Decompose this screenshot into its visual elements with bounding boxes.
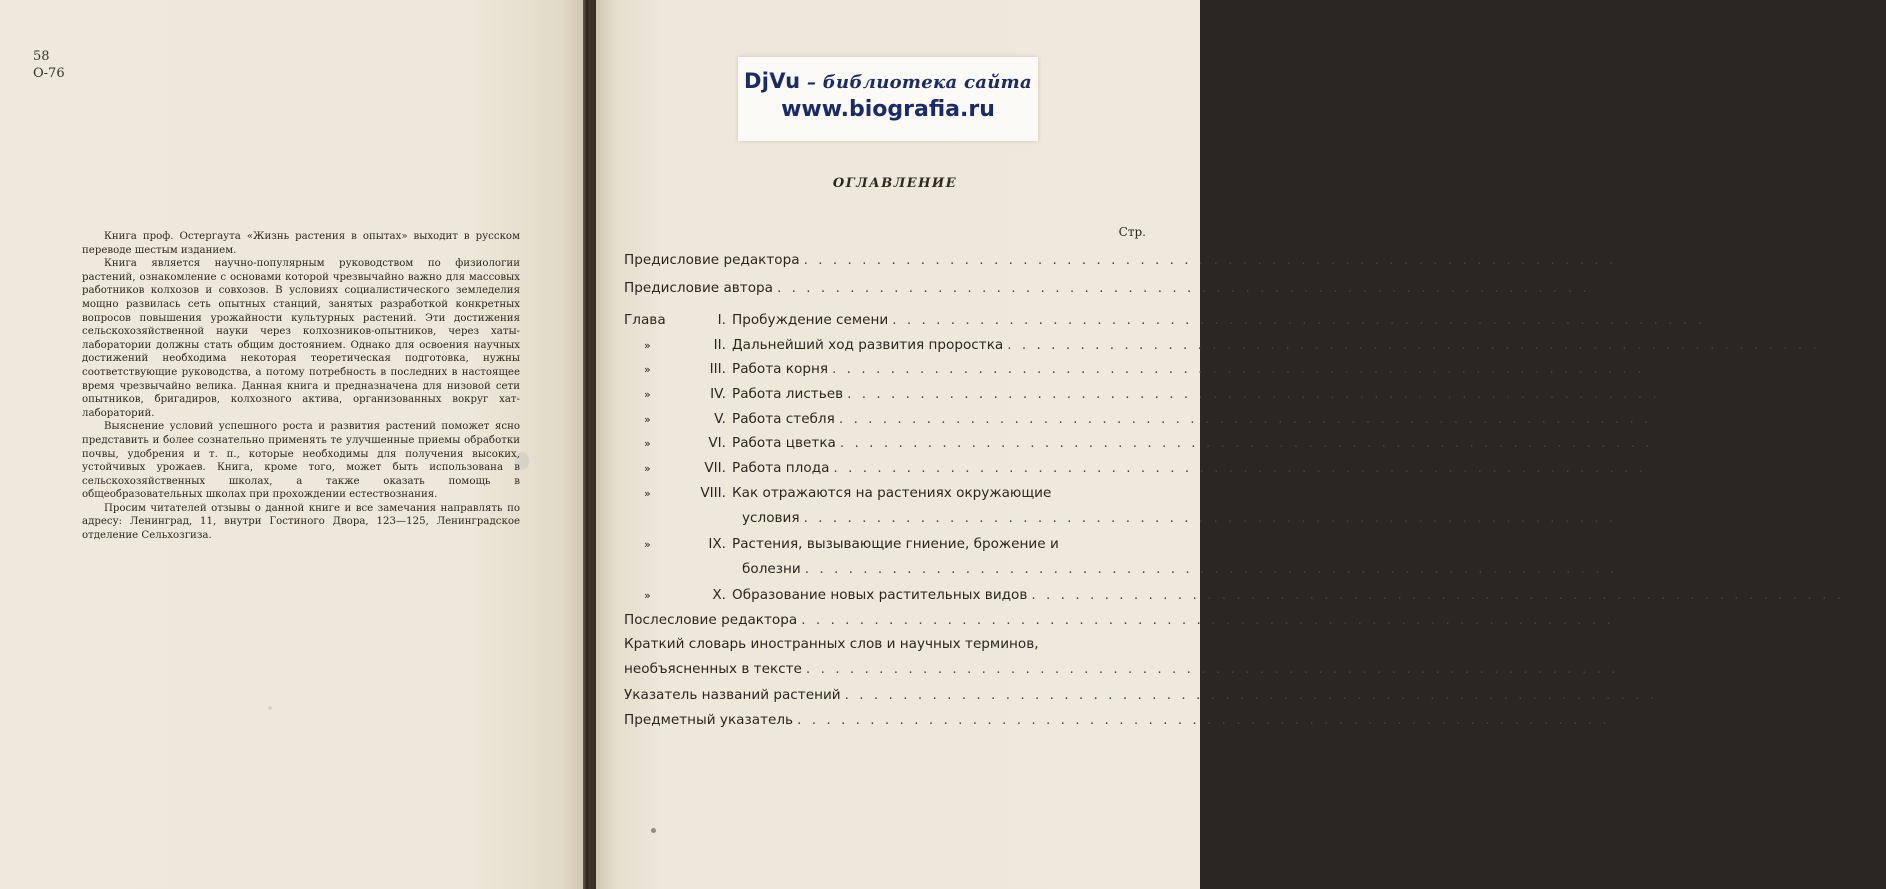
dot-leader [777,280,1590,296]
toc-title: ОГЛАВЛЕНИЕ [832,176,958,191]
toc-entry[interactable] [624,337,1862,359]
toc-page-number: 9 [1738,312,1747,328]
dot-leader [801,612,1614,628]
annotation-paragraph: Книга является научно-популярным руководством по физиологии растений, ознакомление с основами которой чрезвычайно важно для массовых работников колхозов и совхозов. В условиях социалистического земледелия мощно развилась сеть опытных станций, занятых разработкой конкретных вопросов повышения урожайности культурных растений. Эти достижения сельскохозяйственной науки через колхозников-опытников, через хаты-лаборатории должны стать общим достоянием. Однако для освоения научных достижений необходима некоторая теоретическая подготовка, нужны соответствующие руководства, а потому потребность в последних в настоящее время чрезвычайно велика. Данная книга и предназначена для низовой сети опытников, бригадиров, колхозного актива, организованных вокруг хат-лабораторий. [82,258,520,419]
toc-page-number: 67 [1669,361,1687,377]
toc-entry[interactable] [624,587,1886,609]
catalog-line-2: О-76 [33,66,65,81]
dot-leader [845,687,1658,703]
toc-entry-title: Работа корня [732,361,829,377]
dot-leader [1031,587,1844,603]
toc-page-number: 318 [1673,687,1700,703]
toc-entry[interactable] [624,612,1656,634]
toc-entry[interactable] [624,687,1700,709]
toc-entry-title: Работа плода [732,460,830,476]
ditto-mark: » [644,487,651,500]
toc-entry-continuation[interactable] [624,510,1659,532]
toc-entry[interactable] [624,386,1702,408]
toc-page-number: 153 [1667,411,1694,427]
toc-entry[interactable] [624,536,1154,558]
toc-entry-title-line1: Как отражаются на растениях окружающие [732,485,1052,501]
toc-entry-title-line2: болезни [742,561,801,577]
toc-entry-title: Послесловие редактора [624,612,798,628]
toc-page-number: 55 [1844,337,1862,353]
toc-entry-continuation[interactable] [624,561,1660,583]
book-annotation [82,230,520,543]
toc-entry-title: Работа стебля [732,411,835,427]
chapter-number: II. [713,337,726,353]
dot-leader [797,712,1610,728]
chapter-number: V. [714,411,726,427]
dot-leader [847,386,1660,402]
paper-smudge [515,452,529,470]
toc-page-number: 211 [1662,460,1689,476]
toc-entry[interactable] [624,361,1687,383]
toc-entry-title-line1: Растения, вызывающие гниение, брожение и [732,536,1059,552]
toc-entry[interactable] [624,712,1652,734]
toc-page-number: 309 [1629,612,1656,628]
toc-page-number: 282 [1860,587,1886,603]
toc-entry[interactable] [624,411,1694,433]
chapter-number: III. [709,361,726,377]
toc-entry-title: Предисловие редактора [624,252,800,268]
paper-smudge [268,706,272,710]
chapter-number: IV. [710,386,726,402]
chapter-label: Глава [624,312,666,328]
toc-entry-title: Указатель названий растений [624,687,841,703]
catalog-line-1: 58 [33,49,50,64]
toc-entry-title: Предметный указатель [624,712,794,728]
djvu-banner[interactable] [738,57,1038,141]
toc-entry-title-line2: условия [742,510,800,526]
right-page-edge [590,0,596,889]
dot-leader [892,312,1705,328]
toc-entry[interactable] [624,460,1689,482]
toc-entry[interactable] [624,280,1632,302]
chapter-number: VIII. [700,485,726,501]
chapter-number: X. [712,587,726,603]
toc-entry-title: Дальнейший ход развития проростка [732,337,1004,353]
chapter-number: VII. [704,460,726,476]
ditto-mark: » [644,363,651,376]
ditto-mark: » [644,589,651,602]
dot-leader [833,460,1646,476]
toc-entry-title-line2: необъясненных в тексте [624,661,802,677]
ditto-mark: » [644,538,651,551]
toc-entry-title: Образование новых растительных видов [732,587,1028,603]
ditto-mark: » [644,413,651,426]
dot-leader [806,661,1619,677]
left-page [0,0,585,889]
toc-entry[interactable] [624,435,1695,457]
toc-entry[interactable] [624,252,1659,274]
paper-smudge [651,828,656,833]
toc-entry-title-line1: Краткий словарь иностранных слов и научных терминов, [624,636,1039,652]
chapter-number: IX. [708,536,726,552]
dot-leader [832,361,1645,377]
ditto-mark: » [644,388,651,401]
dot-leader [840,435,1653,451]
dot-leader [839,411,1652,427]
toc-page-number: 319 [1625,712,1652,728]
dot-leader [804,252,1617,268]
toc-page-number: 193 [1668,435,1695,451]
banner-title [738,69,1038,93]
toc-entry[interactable] [624,312,1747,334]
dot-leader [804,510,1617,526]
toc-entry[interactable] [624,636,1154,658]
toc-entry[interactable] [624,485,1154,507]
ditto-mark: » [644,339,651,352]
toc-page-number: 113 [1675,386,1702,402]
annotation-paragraph: Книга проф. Остергаута «Жизнь растения в опытах» выходит в русском переводе шестым изданием. [82,231,520,256]
page-column-label: Стр. [1118,225,1146,239]
toc-entry-title: Пробуждение семени [732,312,889,328]
annotation-paragraph: Просим читателей отзывы о данной книге и все замечания направлять по адресу: Ленинград, 11, внутри Гостиного Двора, 123—125, Ленинградское отделение Сельхозгиза. [82,502,520,542]
catalog-index [33,48,65,82]
toc-page-number: 7 [1622,280,1632,296]
toc-page-number: 4 [1649,252,1659,268]
right-page [590,0,1886,889]
toc-page-number: 221 [1632,510,1659,526]
annotation-paragraph: Выяснение условий успешного роста и развития растений поможет ясно представить и более сознательно применять те улучшенные приемы обработки почвы, удобрения и т. п., которые необходимы для получения высоких, устойчивых урожаев. Книга, кроме того, может быть использована в сельскохозяйственных школах, а также оказать помощь в общеобразовательных школах при прохождении естествознания. [82,421,520,501]
chapter-number: I. [717,312,726,328]
chapter-number: VI. [708,435,726,451]
toc-page-number: 311 [1634,661,1661,677]
ditto-mark: » [644,462,651,475]
ditto-mark: » [644,437,651,450]
banner-url[interactable]: www.biografia.ru [781,97,995,122]
toc-entry-title: Работа цветка [732,435,836,451]
toc-entry-continuation[interactable] [624,661,1661,683]
banner-tagline: – библиотека сайта [800,72,1032,93]
toc-entry-title: Предисловие автора [624,280,773,296]
banner-brand: DjVu [744,69,801,93]
toc-page-number: 251 [1633,561,1660,577]
toc-entry-title: Работа листьев [732,386,844,402]
dot-leader [1007,337,1820,353]
dot-leader [805,561,1618,577]
